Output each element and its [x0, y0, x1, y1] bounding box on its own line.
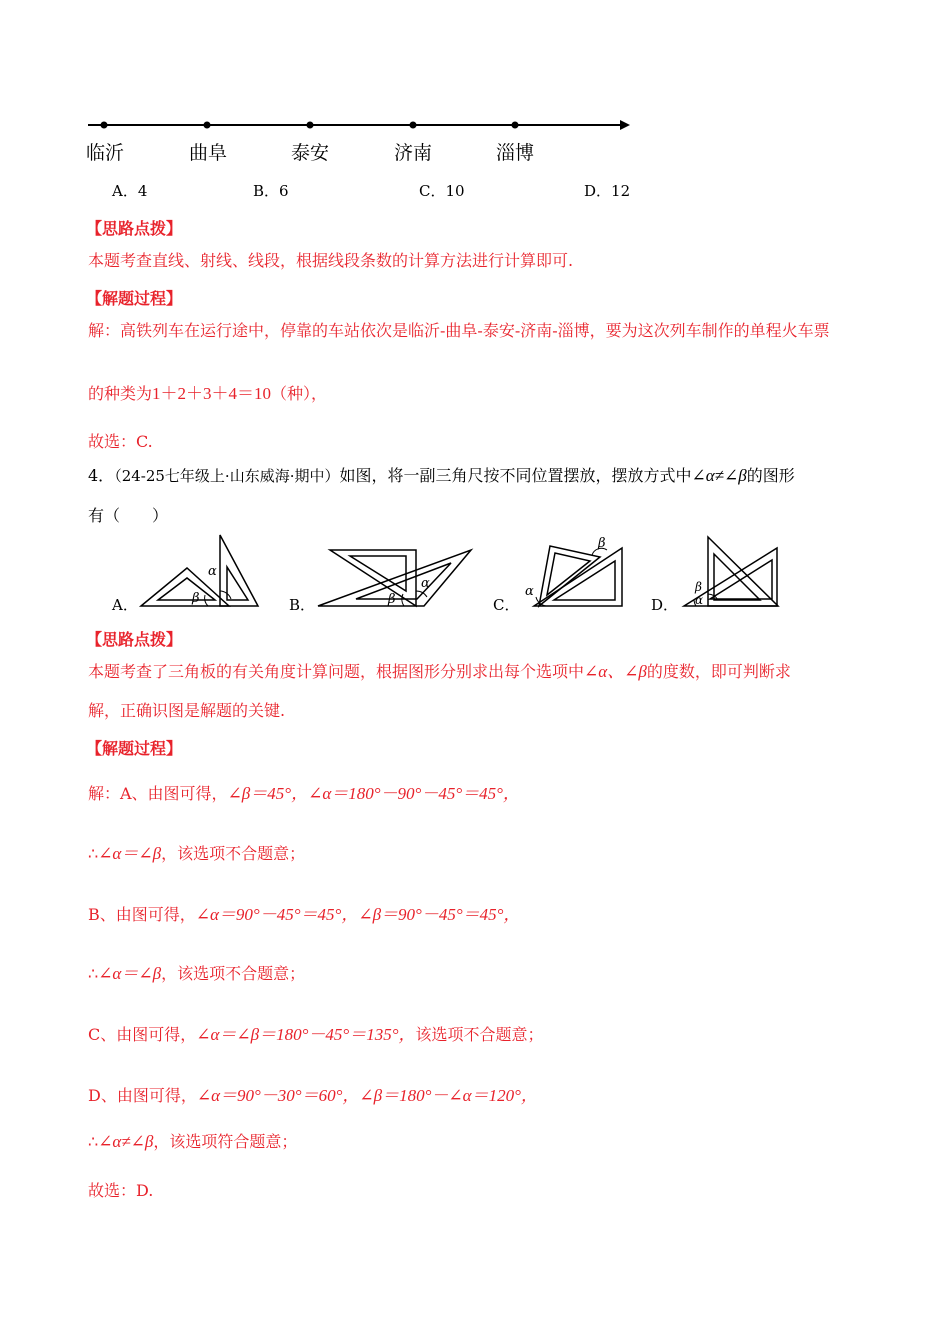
q4-step-b: B、由图可得，∠α＝90°－45°＝45°，∠β＝90°－45°＝45°，: [88, 905, 521, 924]
q4-answer: 故选：D.: [88, 1181, 154, 1200]
q4-step-c: C、由图可得，∠α＝∠β＝180°－45°＝135°，该选项不合题意；: [88, 1025, 544, 1044]
q4-step-a: 解：A、由图可得，∠β＝45°，∠α＝180°－90°－45°＝45°，: [88, 784, 520, 803]
q4-option-label-a: A．: [112, 596, 138, 614]
q3-solution-line2: 的种类为1＋2＋3＋4＝10（种），: [88, 384, 328, 403]
q4-figure-a: [138, 533, 278, 613]
q4-figure-b: [316, 533, 486, 613]
q3-hint-text: 本题考查直线、射线、线段，根据线段条数的计算方法进行计算即可.: [88, 251, 574, 270]
station-label-zibo: 淄博: [496, 142, 535, 164]
q3-solution-header: 【解题过程】: [86, 289, 183, 308]
q4-figure-d: [680, 533, 800, 613]
arrow-head-icon: [620, 120, 630, 130]
q4-step-d-conclusion: ∴∠α≠∠β，该选项符合题意；: [88, 1132, 298, 1151]
q4-figure-c: [522, 533, 652, 613]
q4-solution-header: 【解题过程】: [86, 739, 183, 758]
station-dot-qufu: [204, 122, 211, 129]
q4-d-alpha-label: α: [695, 593, 704, 607]
q4-a-alpha-label: α: [208, 564, 217, 579]
station-line-diagram: [0, 0, 950, 170]
station-dot-linyi: [101, 122, 108, 129]
station-dot-jinan: [410, 122, 417, 129]
q4-hint-line2: 解，正确识图是解题的关键.: [88, 701, 286, 720]
q3-sum-expression: 1＋2＋3＋4＝10: [152, 384, 272, 403]
q4-a-beta-label: β: [192, 591, 200, 606]
station-label-linyi: 临沂: [86, 142, 125, 164]
q3-answer: 故选：C.: [88, 432, 153, 451]
q4-c-beta-label: β: [598, 536, 606, 551]
station-label-qufu: 曲阜: [189, 142, 228, 164]
station-label-jinan: 济南: [394, 142, 433, 164]
q3-solution-line1: 解：高铁列车在运行途中，停靠的车站依次是临沂-曲阜-泰安-济南-淄博，要为这次列车制作的单程火车票: [88, 321, 830, 340]
q3-hint-header: 【思路点拨】: [86, 219, 183, 238]
q3-option-b: B．6: [253, 182, 289, 200]
q3-option-c: C．10: [419, 182, 465, 200]
q4-d-beta-label: β: [695, 580, 702, 594]
q3-option-d: D．12: [584, 182, 631, 200]
q4-b-alpha-label: α: [421, 576, 430, 591]
q4-c-alpha-label: α: [525, 584, 534, 599]
q4-hint-header: 【思路点拨】: [86, 630, 183, 649]
q4-step-d: D、由图可得，∠α＝90°－30°＝60°，∠β＝180°－∠α＝120°，: [88, 1086, 538, 1105]
q3-option-a: A．4: [112, 182, 148, 200]
q4-step-a-conclusion: ∴∠α＝∠β，该选项不合题意；: [88, 844, 306, 863]
q4-option-label-b: B．: [289, 596, 316, 614]
q4-option-label-d: D．: [651, 596, 679, 614]
station-dot-zibo: [512, 122, 519, 129]
station-dot-taian: [307, 122, 314, 129]
q4-b-beta-label: β: [388, 592, 396, 607]
q4-stem-line2: 有（ ）: [88, 506, 169, 525]
q4-option-label-c: C．: [493, 596, 520, 614]
q4-hint-line1: 本题考查了三角板的有关角度计算问题，根据图形分别求出每个选项中∠α、∠β的度数，即可判断求: [88, 662, 791, 681]
station-label-taian: 泰安: [291, 142, 330, 164]
q4-stem-line1: 4．（24-25七年级上·山东威海·期中）如图，将一副三角尺按不同位置摆放，摆放方式中∠α≠∠β的图形: [88, 466, 795, 485]
q4-step-b-conclusion: ∴∠α＝∠β，该选项不合题意；: [88, 964, 306, 983]
